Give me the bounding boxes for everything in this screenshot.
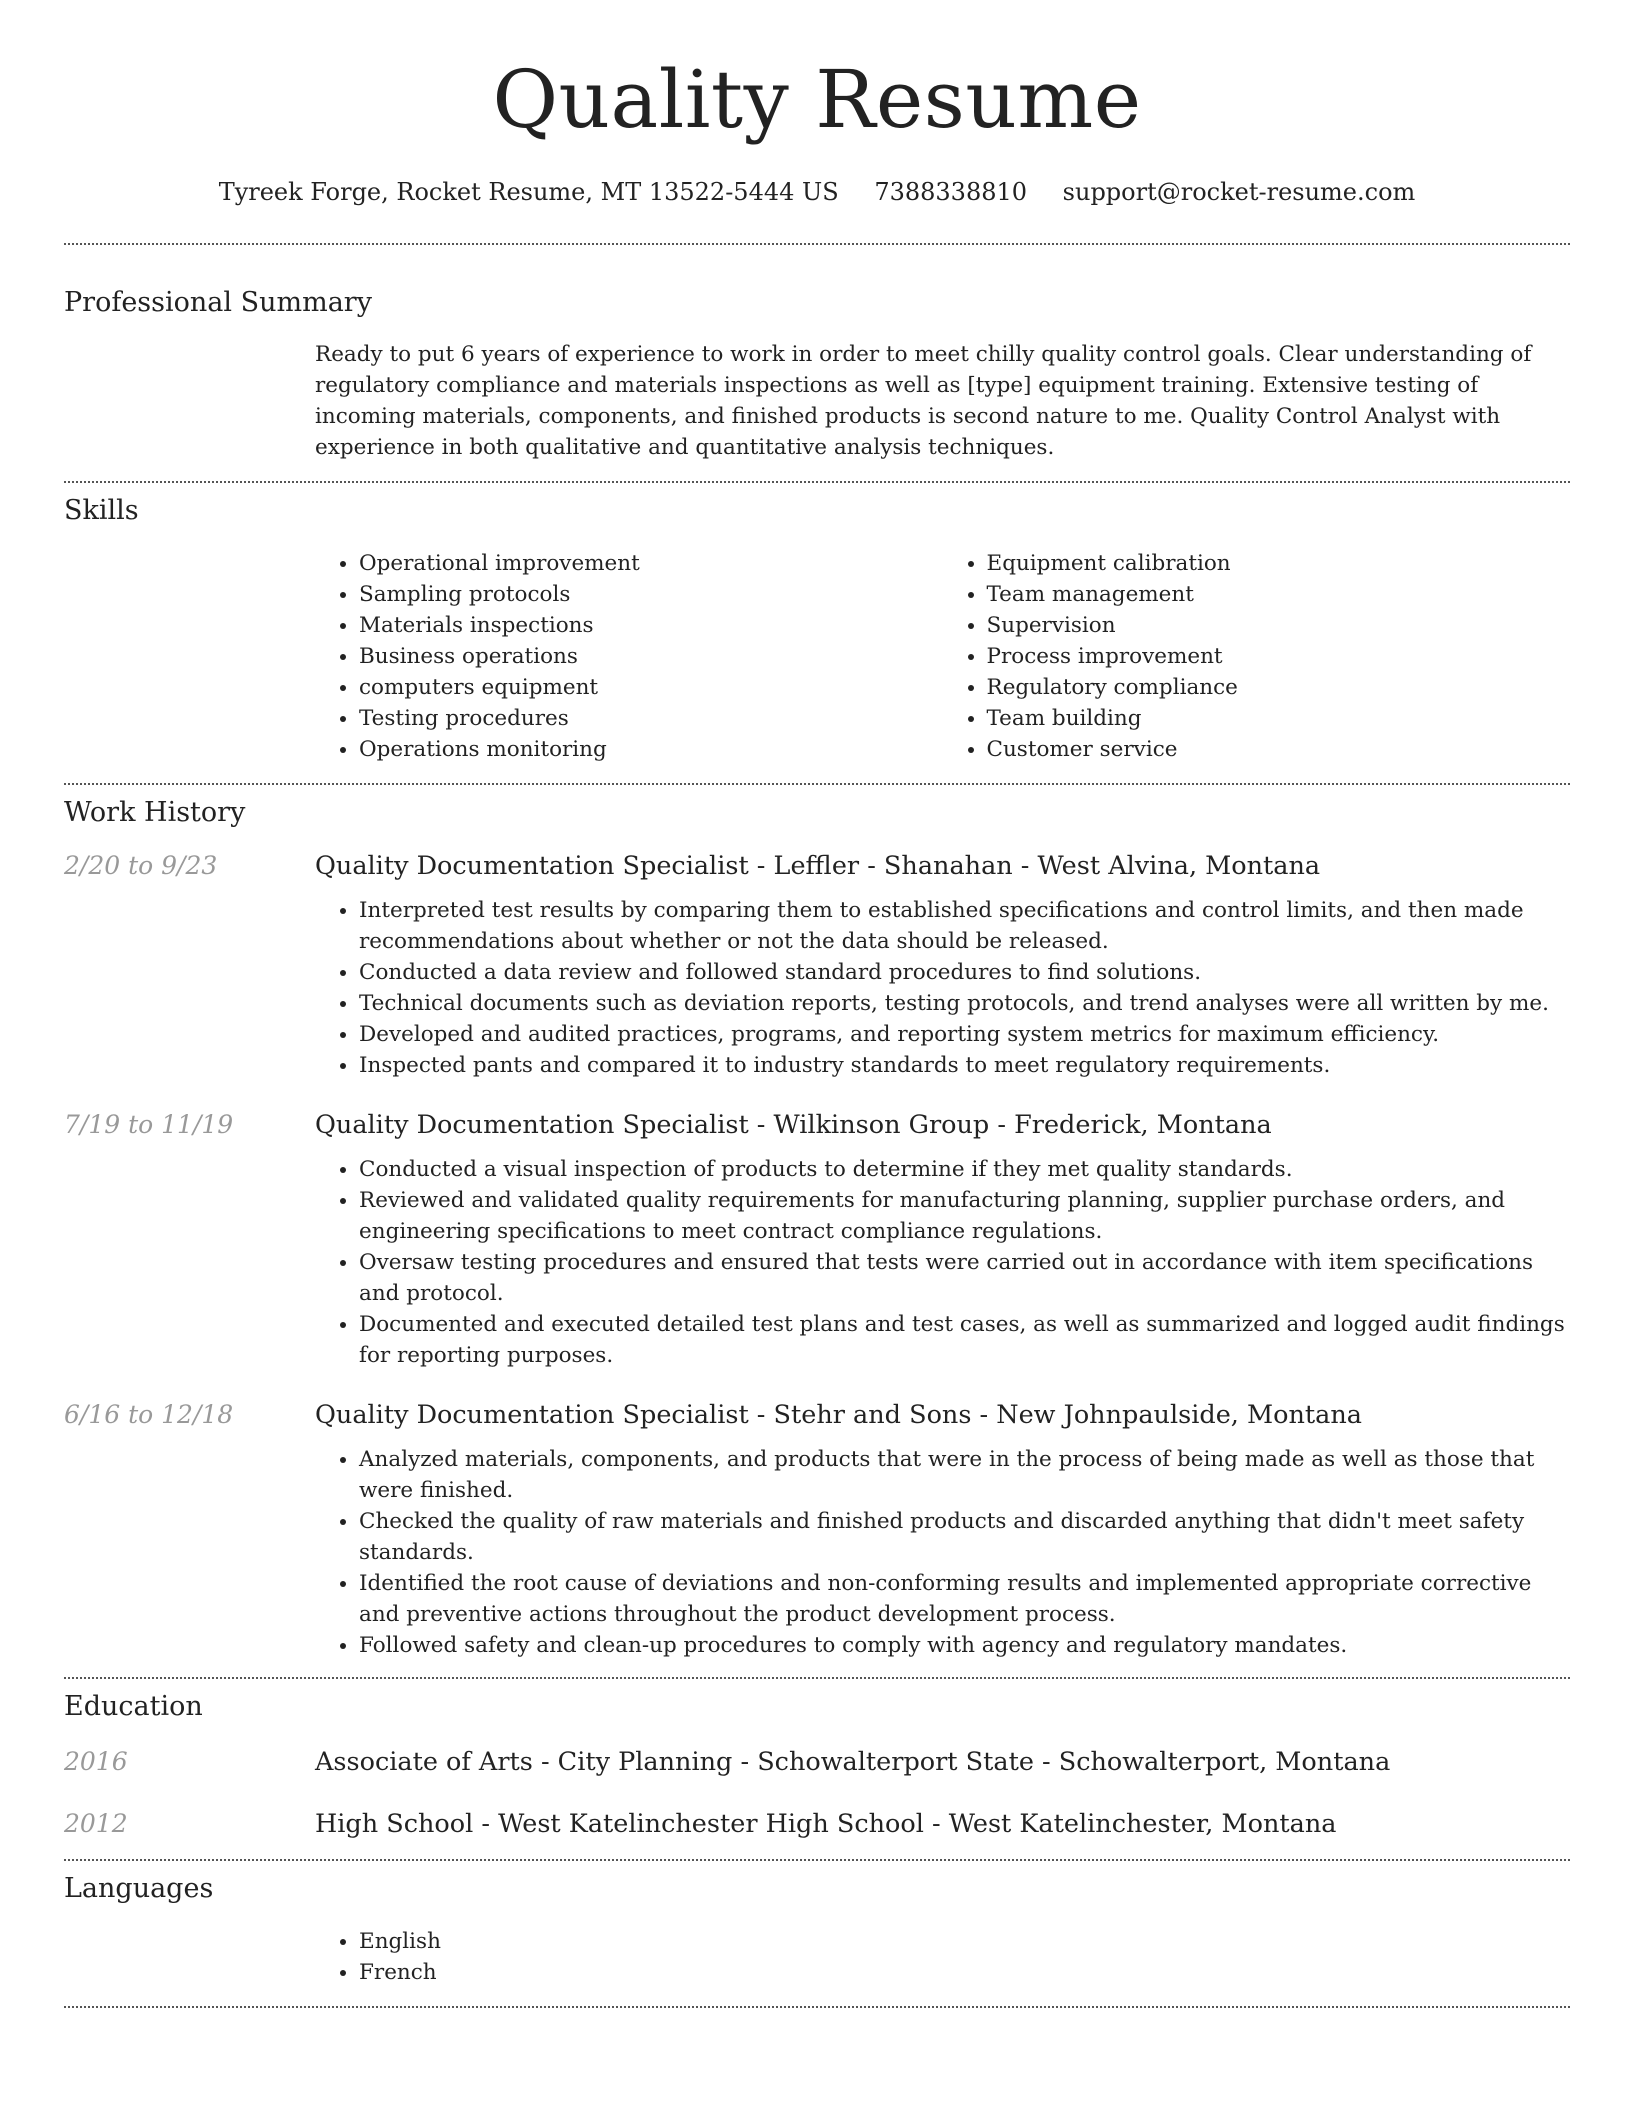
skills-list [315, 548, 1570, 765]
skill-item: • Business operations [359, 641, 943, 672]
job-bullet: • Followed safety and clean-up procedures to comply with agency and regulatory mandates. [359, 1630, 1570, 1661]
job-heading [315, 851, 1320, 881]
skill-item: • Testing procedures [359, 703, 943, 734]
education-degree: High School [315, 1809, 474, 1840]
job-bullet: • Documented and executed detailed test plans and test cases, as well as summarized and logged audit findings for reporting purposes. [359, 1309, 1570, 1371]
job-entry [64, 1110, 1570, 1371]
job-bullet: • Inspected pants and compared it to industry standards to meet regulatory requirements. [359, 1050, 1570, 1081]
education-entry [64, 1809, 1570, 1839]
job-heading [315, 1400, 1362, 1430]
contact-email: support@rocket-resume.com [1062, 178, 1416, 206]
section-divider [64, 481, 1570, 483]
skills-column-right [943, 548, 1571, 765]
job-dates: 7/19 to 11/19 [64, 1109, 234, 1139]
work-heading: Work History [64, 796, 246, 828]
job-entry [64, 851, 1570, 1081]
skill-item: • Equipment calibration [987, 548, 1571, 579]
job-dates: 2/20 to 9/23 [64, 850, 218, 880]
skill-item: • computers equipment [359, 672, 943, 703]
job-bullet: • Developed and audited practices, programs, and reporting system metrics for maximum efficiency. [359, 1019, 1570, 1050]
job-dates: 6/16 to 12/18 [64, 1399, 234, 1429]
job-bullets [315, 895, 1570, 1081]
education-heading-line [315, 1747, 1390, 1777]
section-divider [64, 1859, 1570, 1861]
job-bullets [315, 1154, 1570, 1371]
job-bullet: • Oversaw testing procedures and ensured that tests were carried out in accordance with item specifications and protocol. [359, 1247, 1570, 1309]
summary-heading: Professional Summary [64, 286, 372, 318]
job-bullet: • Identified the root cause of deviations and non-conforming results and implemented appropriate corrective and preventive actions throughout the product development process. [359, 1568, 1570, 1630]
education-details: - West Katelinchester High School - West Katelinchester, Montana [473, 1809, 1337, 1840]
job-heading [315, 1110, 1272, 1140]
skills-heading: Skills [64, 495, 139, 527]
education-year: 2012 [64, 1809, 128, 1839]
language-item: • English [359, 1926, 1570, 1957]
section-divider [64, 243, 1570, 245]
skill-item: • Team building [987, 703, 1571, 734]
contact-line [64, 178, 1570, 207]
skill-item: • Team management [987, 579, 1571, 610]
languages-heading: Languages [64, 1873, 214, 1905]
skills-column-left [315, 548, 943, 765]
skill-item: • Sampling protocols [359, 579, 943, 610]
job-header [64, 1400, 1570, 1430]
job-title: Quality Documentation Specialist [315, 850, 749, 881]
job-header [64, 1110, 1570, 1140]
job-bullet: • Conducted a visual inspection of products to determine if they met quality standards. [359, 1154, 1570, 1185]
section-divider [64, 783, 1570, 785]
job-title: Quality Documentation Specialist [315, 1109, 749, 1140]
job-details: - Leffler - Shanahan - West Alvina, Montana [748, 850, 1321, 881]
job-header [64, 851, 1570, 881]
job-bullet: • Reviewed and validated quality requirements for manufacturing planning, supplier purchase orders, and engineering specifications to meet contract compliance regulations. [359, 1185, 1570, 1247]
job-bullet: • Conducted a data review and followed standard procedures to find solutions. [359, 957, 1570, 988]
languages-list [315, 1926, 1570, 1988]
job-bullet: • Checked the quality of raw materials and finished products and discarded anything that didn't meet safety standards. [359, 1506, 1570, 1568]
education-heading-line [315, 1809, 1336, 1839]
job-bullets [315, 1444, 1570, 1661]
education-heading: Education [64, 1690, 203, 1722]
contact-phone: 7388338810 [874, 178, 1028, 206]
job-bullet: • Interpreted test results by comparing them to established specifications and control limits, and then made recommendations about whether or not the data should be released. [359, 895, 1570, 957]
resume-page [64, 0, 1570, 2008]
skill-item: • Operational improvement [359, 548, 943, 579]
skill-item: • Supervision [987, 610, 1571, 641]
skill-item: • Regulatory compliance [987, 672, 1571, 703]
job-bullet: • Technical documents such as deviation reports, testing protocols, and trend analyses were all written by me. [359, 988, 1570, 1019]
job-title: Quality Documentation Specialist [315, 1399, 749, 1430]
job-bullet: • Analyzed materials, components, and products that were in the process of being made as well as those that were finished. [359, 1444, 1570, 1506]
education-year: 2016 [64, 1747, 128, 1777]
job-entry [64, 1400, 1570, 1661]
skill-item: • Materials inspections [359, 610, 943, 641]
skill-item: • Customer service [987, 734, 1571, 765]
education-entry [64, 1747, 1570, 1777]
education-details: - City Planning - Schowalterport State - Schowalterport, Montana [532, 1747, 1391, 1778]
language-item: • French [359, 1957, 1570, 1988]
skill-item: • Process improvement [987, 641, 1571, 672]
section-divider [64, 1677, 1570, 1679]
education-degree: Associate of Arts [315, 1747, 533, 1778]
job-details: - Wilkinson Group - Frederick, Montana [748, 1109, 1272, 1140]
section-divider [64, 2006, 1570, 2008]
summary-text: Ready to put 6 years of experience to work in order to meet chilly quality control goals. Clear understanding of regulatory compliance and materials inspections as well as [type] equipment training. Extensive testing of incoming materials, components, and finished products is second nature to me. Quality Control Analyst with experience in both qualitative and quantitative analysis techniques. [315, 342, 1532, 461]
contact-address: Tyreek Forge, Rocket Resume, MT 13522-5444 US [218, 178, 839, 206]
job-details: - Stehr and Sons - New Johnpaulside, Montana [748, 1399, 1362, 1430]
resume-title: Quality Resume [492, 53, 1142, 146]
skill-item: • Operations monitoring [359, 734, 943, 765]
